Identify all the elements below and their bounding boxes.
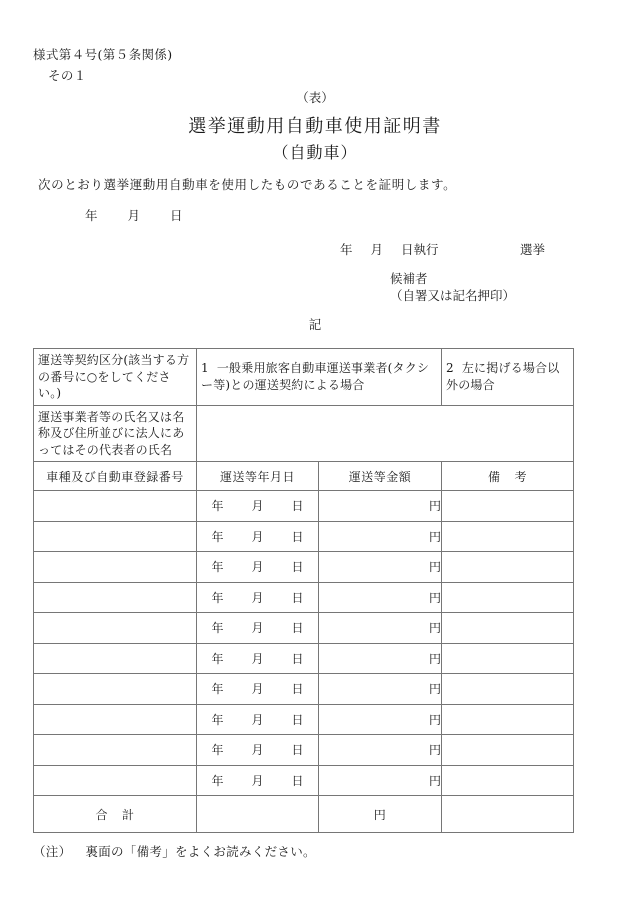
side-mark: （表） <box>296 90 334 105</box>
cell-vehicle[interactable] <box>34 552 197 583</box>
cell-amount[interactable] <box>319 582 442 613</box>
cell-date-year: 年 <box>211 682 224 697</box>
contract-type-label-cell <box>34 349 197 406</box>
cell-date-month: 月 <box>251 743 264 758</box>
cell-amount-currency: 円 <box>428 499 441 514</box>
total-date-cell[interactable] <box>197 796 319 833</box>
candidate-label: 候補者 <box>390 271 428 286</box>
contract-option-1-text: 一般乗用旅客自動車運送事業者(タクシー等)との運送契約による場合 <box>201 361 430 392</box>
cell-date-month: 月 <box>251 773 264 788</box>
contract-option-1-number: 1 <box>201 361 209 376</box>
table-row <box>34 674 574 705</box>
table-row <box>34 582 574 613</box>
cell-amount-currency: 円 <box>428 590 441 605</box>
footnote-tag: （注） <box>33 844 72 859</box>
cell-vehicle[interactable] <box>34 613 197 644</box>
total-amount-currency: 円 <box>373 807 387 822</box>
table-row <box>34 491 574 522</box>
column-header-remarks <box>442 462 574 491</box>
cell-date-year: 年 <box>211 743 224 758</box>
column-header-date: 運送等年月日 <box>197 462 319 491</box>
carrier-name-value-cell[interactable] <box>197 405 574 462</box>
cell-amount[interactable] <box>319 735 442 766</box>
cell-date-month: 月 <box>251 499 264 514</box>
cell-remarks[interactable] <box>442 582 574 613</box>
column-header-amount: 運送等金額 <box>319 462 442 491</box>
election-name-label: 選挙 <box>520 242 546 257</box>
signing-date-line <box>85 206 183 224</box>
column-header-remarks-char2: 考 <box>514 469 528 484</box>
table-row <box>34 704 574 735</box>
cell-vehicle[interactable] <box>34 491 197 522</box>
cell-date-year: 年 <box>211 590 224 605</box>
table-row <box>34 521 574 552</box>
page-title: 選挙運動用自動車使用証明書 <box>188 116 442 137</box>
cell-date[interactable] <box>197 735 319 766</box>
total-amount-cell[interactable] <box>319 796 442 833</box>
cell-date-day: 日 <box>291 560 304 575</box>
carrier-name-label-cell <box>34 405 197 462</box>
cell-date[interactable] <box>197 613 319 644</box>
cell-remarks[interactable] <box>442 643 574 674</box>
cell-date-day: 日 <box>291 590 304 605</box>
election-day-executed: 日執行 <box>401 242 439 257</box>
cell-vehicle[interactable] <box>34 704 197 735</box>
cell-vehicle[interactable] <box>34 643 197 674</box>
cell-date[interactable] <box>197 674 319 705</box>
cell-date-month: 月 <box>251 560 264 575</box>
cell-date-month: 月 <box>251 621 264 636</box>
table-header-row <box>34 462 574 491</box>
cell-date-day: 日 <box>291 743 304 758</box>
cell-date[interactable] <box>197 643 319 674</box>
cell-remarks[interactable] <box>442 735 574 766</box>
election-year: 年 <box>340 242 353 257</box>
cell-vehicle[interactable] <box>34 735 197 766</box>
cell-amount[interactable] <box>319 491 442 522</box>
cell-date[interactable] <box>197 765 319 796</box>
cell-amount-currency: 円 <box>428 621 441 636</box>
cell-amount-currency: 円 <box>428 651 441 666</box>
signing-date-year: 年 <box>85 208 98 223</box>
column-header-remarks-char1: 備 <box>487 469 501 484</box>
cell-amount[interactable] <box>319 704 442 735</box>
cell-date-year: 年 <box>211 621 224 636</box>
cell-date[interactable] <box>197 552 319 583</box>
cell-date-year: 年 <box>211 773 224 788</box>
cell-date-year: 年 <box>211 560 224 575</box>
cell-amount[interactable] <box>319 552 442 583</box>
contract-option-2-number: 2 <box>446 361 454 376</box>
cell-remarks[interactable] <box>442 491 574 522</box>
signing-date-day: 日 <box>170 208 183 223</box>
cell-date-month: 月 <box>251 651 264 666</box>
cell-date-year: 年 <box>211 712 224 727</box>
cell-amount[interactable] <box>319 613 442 644</box>
table-row-carrier-name <box>34 405 574 462</box>
cell-remarks[interactable] <box>442 521 574 552</box>
cell-date-day: 日 <box>291 499 304 514</box>
cell-amount-currency: 円 <box>428 712 441 727</box>
cell-date-day: 日 <box>291 682 304 697</box>
certification-statement: 次のとおり選挙運動用自動車を使用したものであることを証明します。 <box>38 177 457 192</box>
cell-vehicle[interactable] <box>34 674 197 705</box>
election-date-line <box>340 240 590 258</box>
cell-date[interactable] <box>197 491 319 522</box>
cell-amount[interactable] <box>319 674 442 705</box>
cell-amount-currency: 円 <box>428 529 441 544</box>
carrier-name-value <box>197 430 573 436</box>
cell-date-day: 日 <box>291 621 304 636</box>
ki-mark: 記 <box>308 317 322 332</box>
cell-amount-currency: 円 <box>428 682 441 697</box>
contract-option-2-text: 左に掲げる場合以外の場合 <box>446 361 560 392</box>
candidate-signature-note: （自署又は記名押印） <box>390 288 516 303</box>
column-header-vehicle: 車種及び自動車登録番号 <box>34 462 197 491</box>
cell-amount-currency: 円 <box>428 743 441 758</box>
cell-date-day: 日 <box>291 529 304 544</box>
total-label-char1: 合 <box>95 807 108 822</box>
cell-date-day: 日 <box>291 651 304 666</box>
cell-amount[interactable] <box>319 643 442 674</box>
cell-date-year: 年 <box>211 499 224 514</box>
signing-date-month: 月 <box>127 208 141 223</box>
footnote <box>33 842 316 860</box>
cell-date[interactable] <box>197 582 319 613</box>
contract-option-2-cell[interactable] <box>442 349 574 406</box>
cell-remarks[interactable] <box>442 613 574 644</box>
cell-remarks[interactable] <box>442 552 574 583</box>
total-label-cell <box>34 796 197 833</box>
cell-vehicle[interactable] <box>34 765 197 796</box>
cell-date[interactable] <box>197 521 319 552</box>
cell-date-month: 月 <box>251 682 264 697</box>
carrier-name-label: 運送事業者等の氏名又は名称及び住所並びに法人にあってはその代表者の氏名 <box>38 409 185 457</box>
cell-date-month: 月 <box>251 712 264 727</box>
table-row <box>34 735 574 766</box>
cell-date[interactable] <box>197 704 319 735</box>
table-row-total <box>34 796 574 833</box>
cell-date-month: 月 <box>251 590 264 605</box>
cell-amount[interactable] <box>319 765 442 796</box>
cell-remarks[interactable] <box>442 674 574 705</box>
cell-date-day: 日 <box>291 773 304 788</box>
page-subtitle: （自動車） <box>272 143 358 162</box>
candidate-signature-block <box>390 270 515 304</box>
footnote-text: 裏面の「備考」をよくお読みください。 <box>85 844 316 859</box>
table-row <box>34 643 574 674</box>
table-row-contract-type <box>34 349 574 406</box>
usage-certificate-table <box>33 348 574 833</box>
total-remarks-cell[interactable] <box>442 796 574 833</box>
table-row <box>34 552 574 583</box>
contract-type-label: 運送等契約区分(該当する方の番号に○をしてください。) <box>38 353 190 400</box>
cell-remarks[interactable] <box>442 765 574 796</box>
table-row <box>34 613 574 644</box>
cell-date-year: 年 <box>211 529 224 544</box>
cell-date-month: 月 <box>251 529 264 544</box>
total-label-char2: 計 <box>122 807 135 822</box>
cell-vehicle[interactable] <box>34 521 197 552</box>
cell-date-day: 日 <box>291 712 304 727</box>
cell-amount-currency: 円 <box>428 560 441 575</box>
form-sub-number: その１ <box>48 68 87 83</box>
form-number: 様式第４号(第５条関係) <box>33 47 173 62</box>
contract-option-1-cell[interactable] <box>197 349 442 406</box>
cell-date-year: 年 <box>211 651 224 666</box>
cell-amount[interactable] <box>319 521 442 552</box>
table-row <box>34 765 574 796</box>
cell-amount-currency: 円 <box>428 773 441 788</box>
election-month: 月 <box>370 242 384 257</box>
cell-remarks[interactable] <box>442 704 574 735</box>
cell-vehicle[interactable] <box>34 582 197 613</box>
